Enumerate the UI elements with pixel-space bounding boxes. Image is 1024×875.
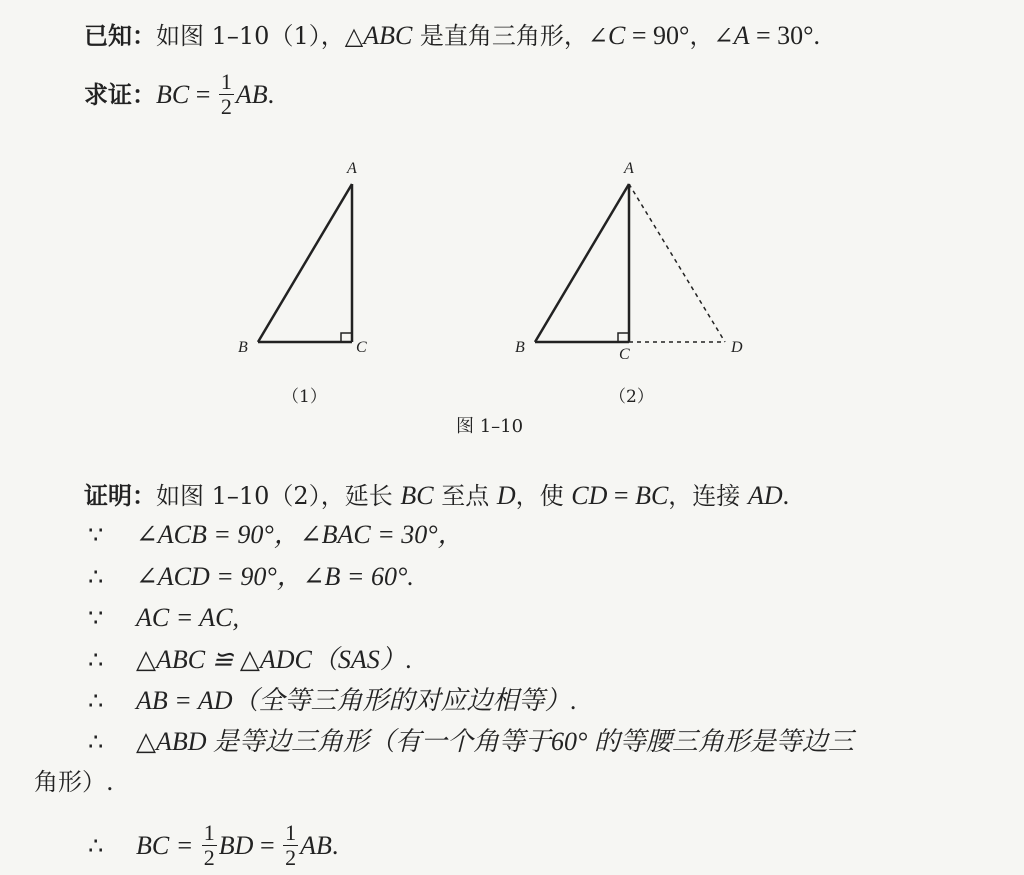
left-label-a: A [347, 160, 357, 177]
proof-intro-text1: 如图 1–10（2），延长 [156, 482, 401, 510]
given-angle-c: ∠ [587, 22, 609, 50]
proof-step-3 [88, 602, 239, 634]
proof-step-text: △ABD 是等边三角形（有一个角等于60° 的等腰三角形是等边三 [136, 727, 854, 756]
given-angle-a: ∠ [713, 22, 734, 50]
final-frac1-den: 2 [203, 845, 215, 870]
proof-step-text: △ABC ≌ △ADC（SAS）. [136, 645, 413, 674]
prove-ab: AB [235, 80, 268, 109]
therefore-symbol: ∴ [88, 646, 104, 674]
final-frac2-num: 1 [285, 820, 297, 845]
prove-frac-den: 2 [220, 94, 232, 119]
right-label-a: A [624, 160, 634, 177]
proof-step-1 [88, 519, 464, 551]
right-ab-line [535, 184, 629, 342]
proof-intro-text2: 至点 [433, 482, 497, 510]
proof-final-line [88, 820, 339, 872]
therefore-symbol: ∴ [88, 728, 104, 756]
given-label: 已知： [84, 21, 156, 50]
because-symbol: ∵ [88, 521, 104, 549]
proof-step-text: AC = AC, [136, 603, 240, 632]
prove-end: . [267, 80, 275, 109]
prove-eq: = [189, 80, 217, 109]
prove-label: 求证： [84, 80, 156, 109]
given-dash1: – [226, 22, 239, 50]
left-label-c: C [356, 339, 367, 356]
final-frac2-den: 2 [285, 845, 297, 870]
given-eq1: = 90° [625, 21, 690, 50]
left-label-b: B [238, 339, 248, 356]
final-ab: AB [300, 831, 332, 860]
given-eq2: = 30° [749, 21, 814, 50]
proof-step-2 [88, 561, 414, 593]
proof-intro-text3: ，使 [515, 482, 572, 510]
proof-label: 证明： [84, 481, 156, 510]
proof-step-5 [88, 685, 577, 717]
therefore-symbol: ∴ [88, 687, 104, 715]
because-symbol: ∵ [88, 604, 104, 632]
final-frac1-num: 1 [203, 820, 215, 845]
given-text2: 10（1）， [238, 22, 345, 50]
proof-intro-bc: BC [400, 481, 434, 510]
proof-intro-bc2: BC [635, 481, 669, 510]
given-sep: ， [689, 22, 714, 50]
final-bd: BD [218, 831, 254, 860]
proof-step-text: 角形）. [34, 768, 114, 796]
proof-intro-cd: CD [571, 481, 608, 510]
proof-intro-ad: AD [747, 481, 783, 510]
given-c: C [608, 21, 626, 50]
left-figure-caption: （1） [282, 387, 327, 407]
final-end: . [331, 831, 339, 860]
given-end: . [813, 21, 821, 50]
right-label-b: B [515, 339, 525, 356]
final-eq: = [253, 831, 282, 860]
proof-step-text: ∠ACB = 90°，∠BAC = 30°， [136, 520, 464, 549]
right-label-d: D [731, 339, 743, 356]
therefore-symbol: ∴ [88, 563, 104, 591]
proof-intro-eq: = [607, 481, 636, 510]
proof-intro-end: . [782, 481, 790, 510]
given-text1: 如图 1 [156, 22, 227, 50]
prove-bc: BC [156, 80, 190, 109]
proof-step-4 [88, 644, 412, 676]
proof-step-text: AB = AD（全等三角形的对应边相等）. [136, 686, 577, 715]
left-ab-line [258, 184, 352, 342]
given-triangle: △ [344, 22, 364, 50]
proof-intro-text4: ，连接 [668, 482, 748, 510]
given-abc: ABC [363, 21, 413, 50]
proof-intro-d: D [496, 481, 516, 510]
final-fraction-2 [283, 821, 298, 870]
right-label-c: C [619, 346, 630, 363]
given-a: A [733, 21, 750, 50]
right-right-angle-mark [618, 333, 629, 342]
right-figure-caption: （2） [609, 387, 654, 407]
proof-step-text: ∠ACD = 90°，∠B = 60°. [136, 562, 414, 591]
final-fraction-1 [202, 821, 217, 870]
given-text3: 是直角三角形， [412, 22, 588, 50]
final-bc-equals: BC = [136, 831, 200, 860]
figure-main-caption: 图 1–10 [456, 416, 524, 437]
proof-step-6-continued [34, 766, 114, 798]
prove-frac-num: 1 [220, 69, 232, 94]
left-right-angle-mark [341, 333, 352, 342]
proof-step-6 [88, 726, 854, 758]
right-ad-dashed-line [629, 184, 725, 342]
proof-intro-line [84, 480, 789, 512]
therefore-symbol: ∴ [88, 832, 104, 860]
